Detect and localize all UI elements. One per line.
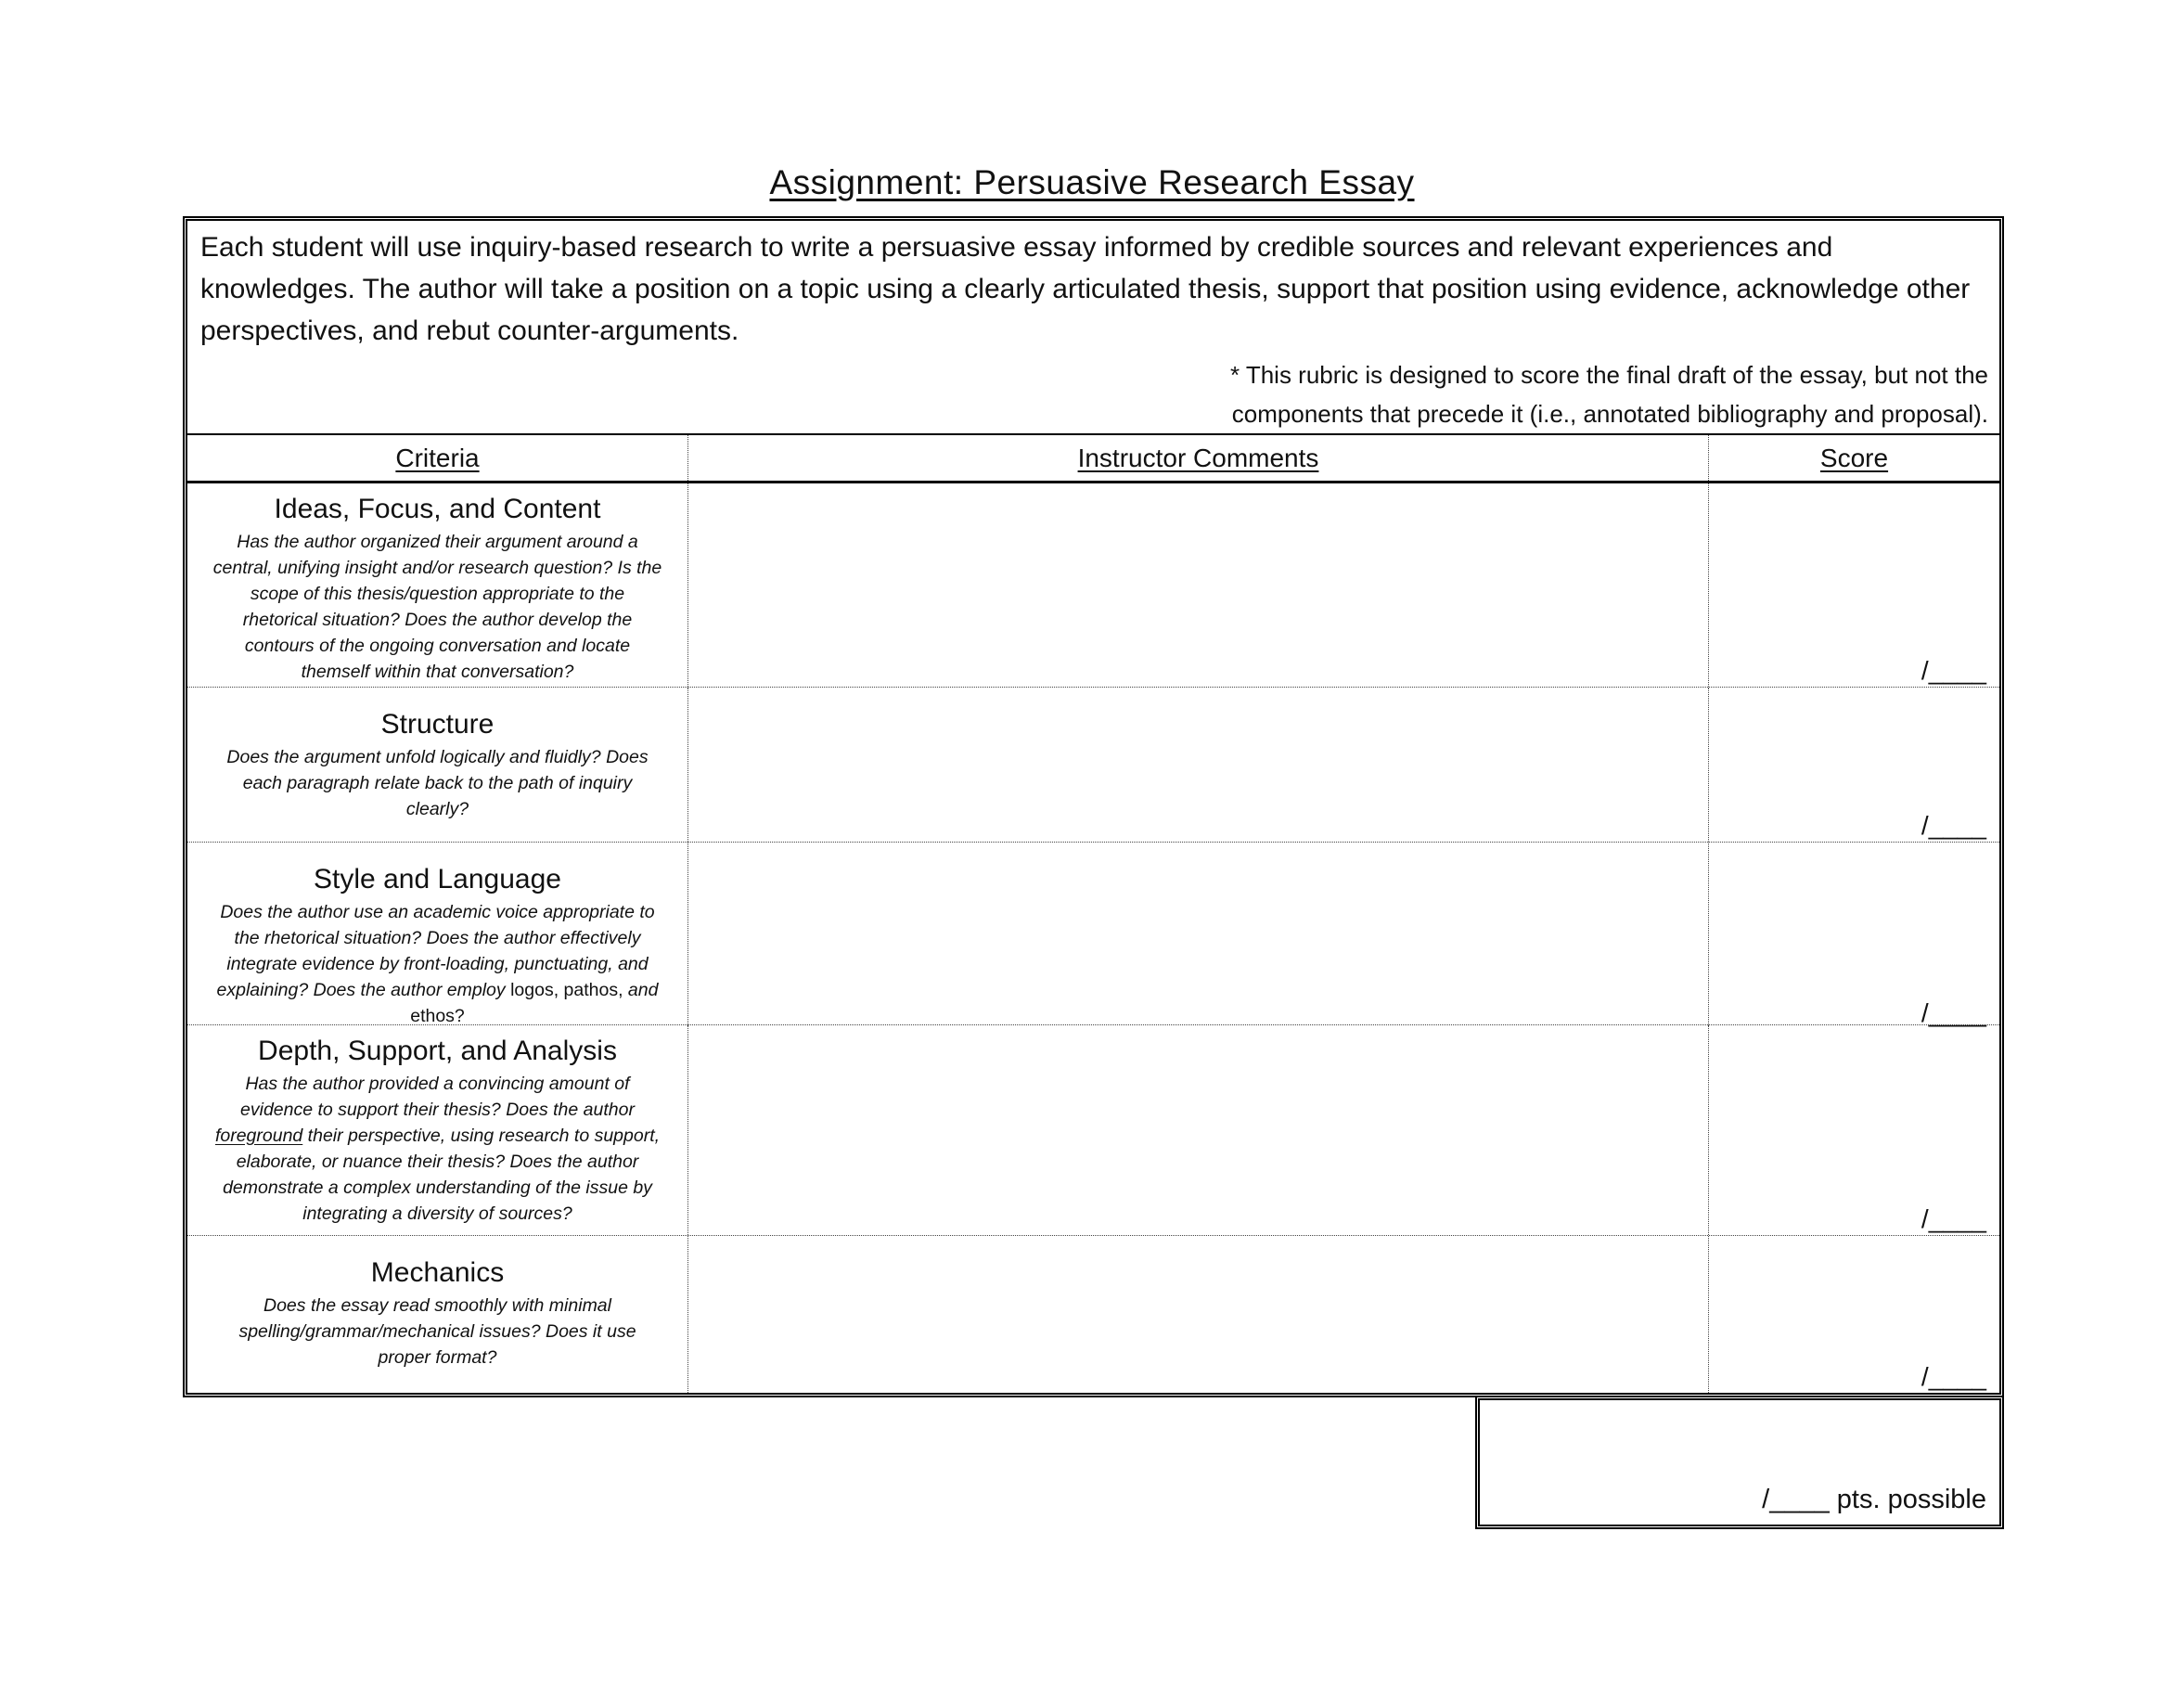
assignment-brief — [187, 221, 1999, 435]
score-cell — [1709, 1025, 1999, 1235]
column-header-criteria: Criteria — [187, 435, 688, 481]
instructor-comments-cell — [688, 1025, 1709, 1235]
score-cell — [1709, 483, 1999, 687]
criteria-title: Structure — [380, 709, 495, 740]
score-cell — [1709, 843, 1999, 1029]
criteria-description: Has the author provided a convincing amount of evidence to support their thesis? Does the author foreground their perspective, using research to support, elaborate, or nuance their thesis? Does the author demonstrate a complex understanding of the issue by integrating a diversity of sources? — [214, 1074, 661, 1224]
score-blank: /____ — [1921, 811, 1986, 840]
rubric-row-ideas-focus-content — [187, 483, 1999, 688]
score-blank: /____ — [1921, 1204, 1986, 1233]
rubric-row-depth-support-analysis — [187, 1025, 1999, 1236]
criteria-title: Style and Language — [314, 864, 561, 894]
criteria-description: Has the author organized their argument around a central, unifying insight and/or research question? Is the scope of this thesis/question appropriate to the rhetorical situation? Does the author develop the contours of the ongoing conversation and locate themself within that conversation? — [212, 532, 662, 682]
score-blank: /____ — [1921, 1362, 1986, 1391]
criteria-cell — [187, 688, 688, 842]
document-title: Assignment: Persuasive Research Essay — [769, 163, 1415, 201]
total-points-blank: /____ pts. possible — [1762, 1485, 1986, 1514]
criteria-cell — [187, 1025, 688, 1235]
rhetoric-term-ethos: ethos? — [410, 1006, 465, 1026]
total-points-box — [1475, 1396, 2004, 1529]
column-header-score: Score — [1819, 443, 1889, 472]
rubric-table — [183, 216, 2004, 1397]
criteria-description: Does the essay read smoothly with minimal spelling/grammar/mechanical issues? Does it use proper format? — [238, 1295, 636, 1368]
criteria-title: Mechanics — [370, 1257, 505, 1288]
rubric-note — [200, 355, 1990, 433]
criteria-title: Depth, Support, and Analysis — [258, 1036, 617, 1066]
column-header-instructor-comments: Instructor Comments — [688, 435, 1709, 481]
criteria-cell — [187, 843, 688, 1029]
score-cell — [1709, 1236, 1999, 1393]
score-blank: /____ — [1921, 656, 1986, 685]
instructor-comments-cell — [688, 843, 1709, 1029]
table-header-row — [187, 435, 1999, 483]
rhetoric-term-logos-pathos: logos, pathos, — [510, 980, 623, 1000]
criteria-cell — [187, 483, 688, 687]
criteria-description: Does the author use an academic voice appropriate to the rhetorical situation? Does the author effectively integrate evidence by front-loading, punctuating, and explaining? Does the author employ logos, pathos, and ethos? — [216, 902, 659, 1026]
rubric-row-style-language — [187, 843, 1999, 1025]
criteria-description: Does the argument unfold logically and fluidly? Does each paragraph relate back to the path of inquiry clearly? — [226, 747, 649, 819]
criteria-cell — [187, 1236, 688, 1393]
rubric-note-line-1: * This rubric is designed to score the final draft of the essay, but not the — [1229, 361, 1988, 389]
instructor-comments-cell — [688, 483, 1709, 687]
rubric-row-structure — [187, 688, 1999, 843]
rubric-note-line-2: components that precede it (i.e., annotated bibliography and proposal). — [1231, 400, 1988, 428]
rubric-row-mechanics — [187, 1236, 1999, 1393]
criteria-title: Ideas, Focus, and Content — [274, 494, 601, 524]
score-cell — [1709, 688, 1999, 842]
instructor-comments-cell — [688, 1236, 1709, 1393]
assignment-description: Each student will use inquiry-based research to write a persuasive essay informed by credible sources and relevant experiences and knowledges. The author will take a position on a topic using a clearly articulated thesis, support that position using evidence, acknowledge other perspectives, and rebut counter-arguments. — [200, 232, 1971, 346]
instructor-comments-cell — [688, 688, 1709, 842]
underlined-word-foreground: foreground — [214, 1126, 303, 1146]
score-blank: /____ — [1921, 998, 1986, 1027]
